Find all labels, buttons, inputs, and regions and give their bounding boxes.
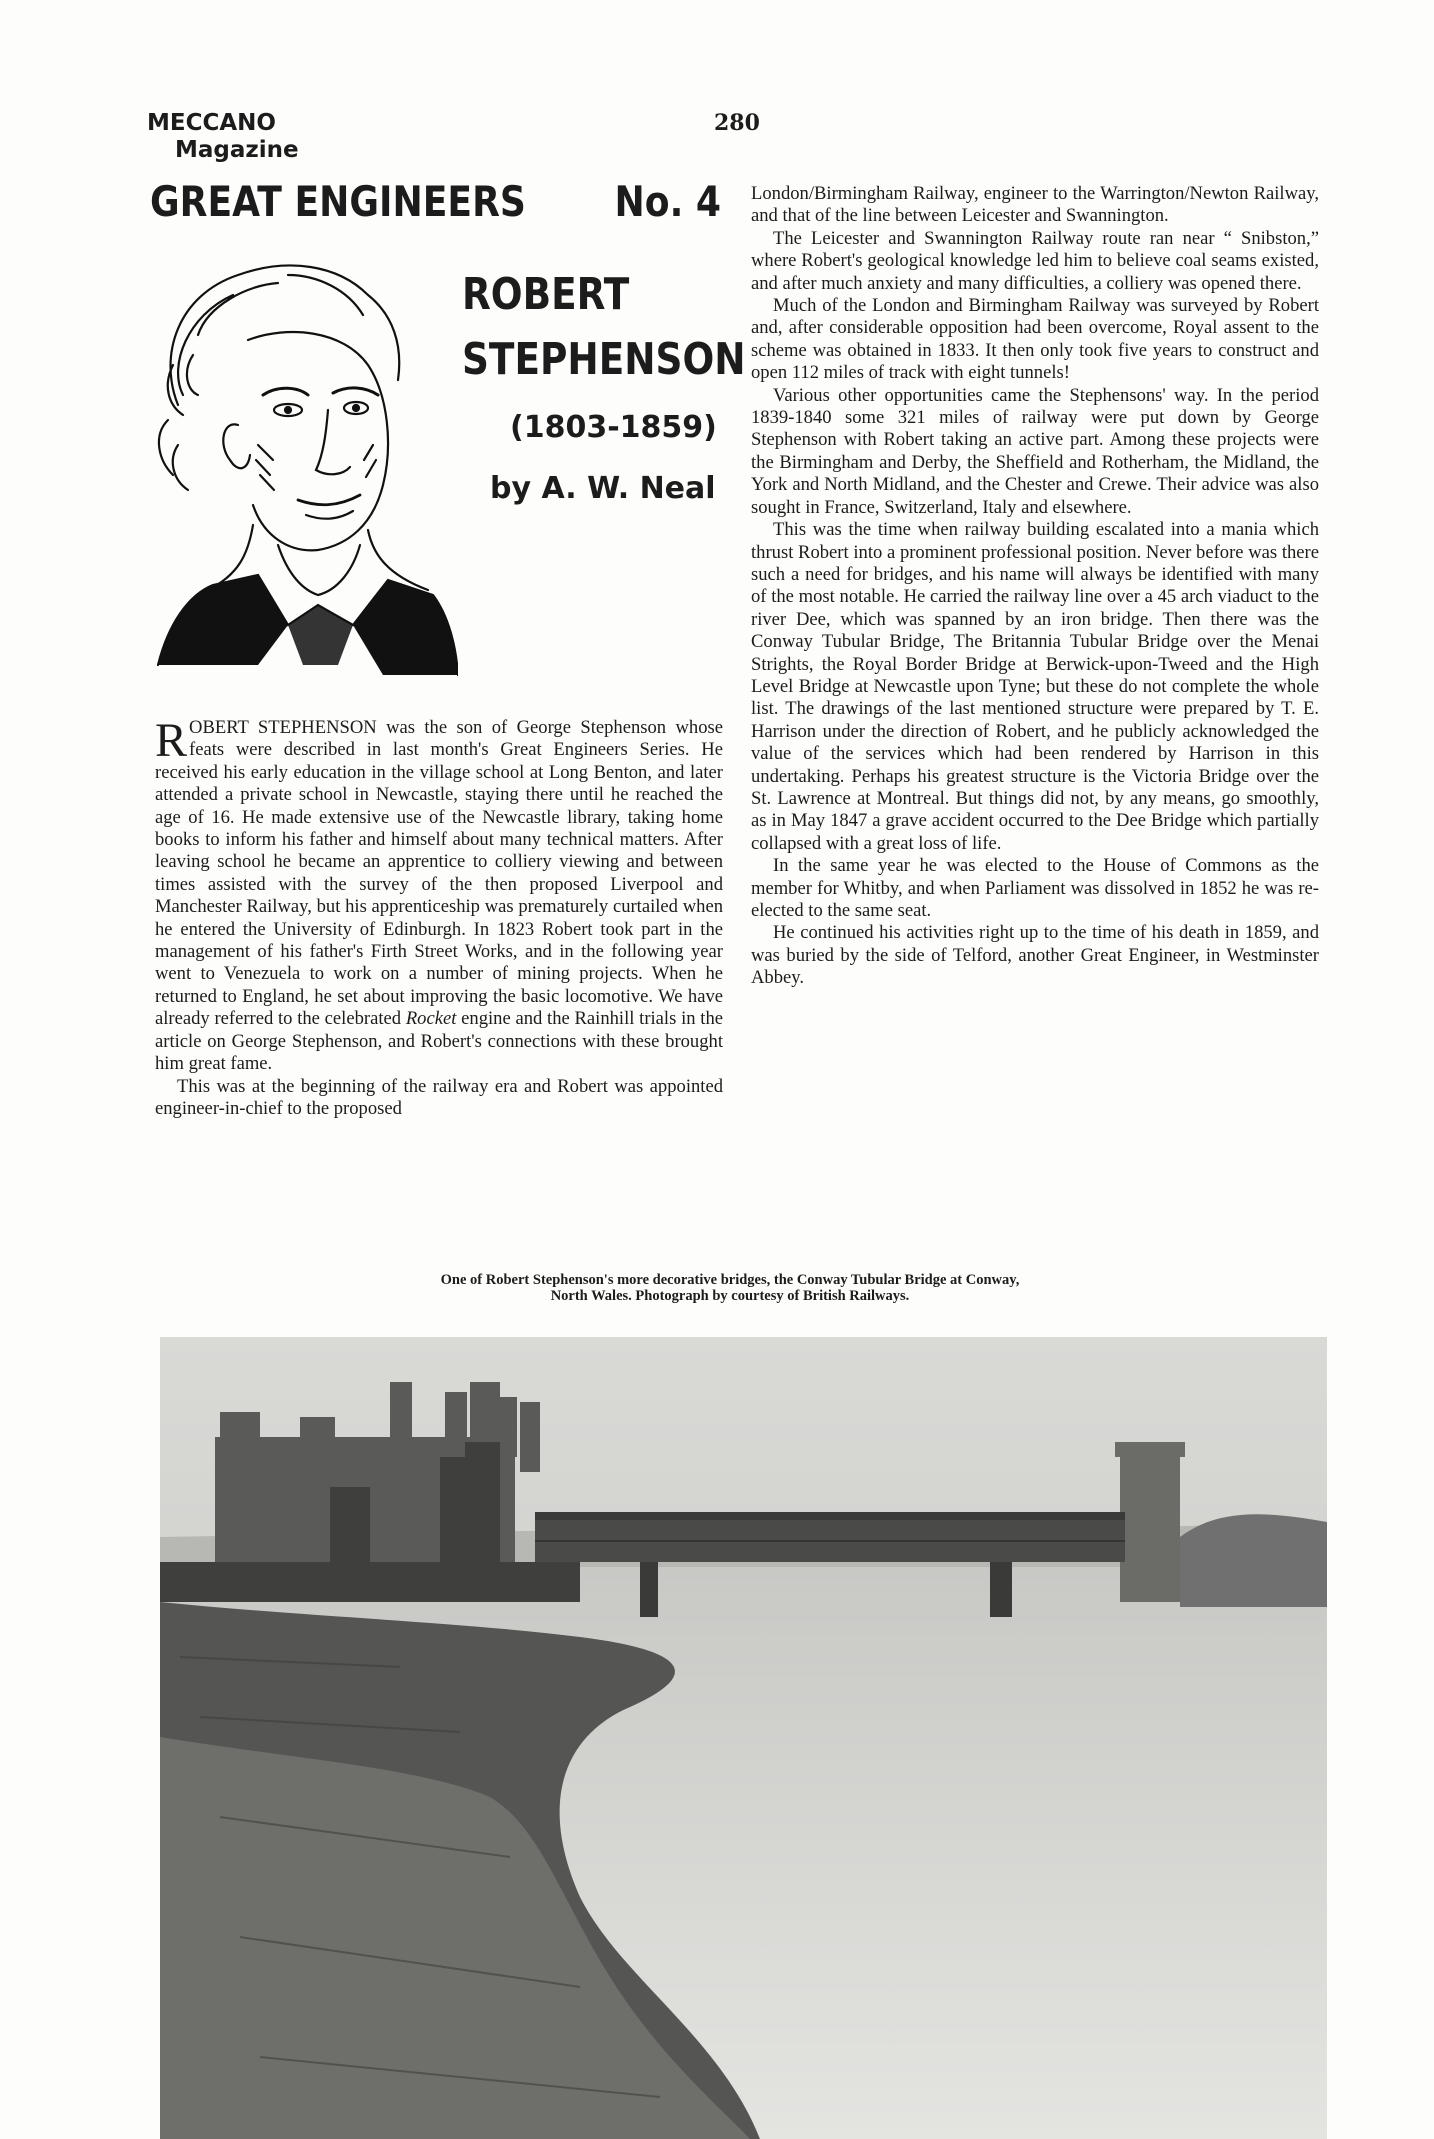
page-number: 280 [714, 110, 760, 136]
body-column-right [751, 183, 1319, 990]
series-heading [150, 177, 721, 226]
dropcap: R [155, 714, 188, 767]
body-column-left [155, 714, 723, 1120]
italic-title: Rocket [405, 1008, 457, 1030]
paragraph: This was the time when railway building escalated into a mania which thrust Robert into a prominent professional position. Never before was there such a need for bridges, and his name will always be identified with many of the most notable. He carried the railway line over a 45 arch viaduct to the river Dee, which was spanned by an iron bridge. Then there was the Conway Tubular Bridge, The Britannia Tubular Bridge over the Menai Strights, the Royal Border Bridge at Berwick-upon-Tweed and the High Level Bridge at Newcastle upon Tyne; but these do not complete the whole list. The drawings of the last mentioned structure were prepared by T. E. Harrison under the direction of Robert, and he publicly acknowledged the value of the services which had been rendered by Harrison in this undertaking. Perhaps his greatest structure is the Victoria Bridge over the St. Lawrence at Montreal. But things did not, by any means, go smoothly, as in May 1847 a grave accident occurred to the Dee Bridge which partially collapsed with a great loss of life. [751, 519, 1319, 854]
paragraph: London/Birmingham Railway, engineer to the Warrington/Newton Railway, and that of the line between Leicester and Swannington. [751, 183, 1319, 227]
masthead-subtitle: Magazine [175, 137, 299, 163]
bridge-photograph [160, 1337, 1327, 2139]
paragraph-text: engine and the Rainhill trials in the article on George Stephenson, and Robert's connections with these brought him great fame. [155, 1008, 723, 1075]
masthead-title: MECCANO [147, 110, 276, 136]
paragraph-text: OBERT STEPHENSON was the son of George Stephenson whose feats were described in last month's Great Engineers Series. He received his early education in the village school at Long Benton, and later attended a private school in Newcastle, staying there until he reached the age of 16. He made extensive use of the Newcastle library, taking home books to inform his father and himself about many technical matters. After leaving school he became an apprentice to colliery viewing and between times assisted with the survey of the then proposed Liverpool and Manchester Railway, but his apprenticeship was prematurely curtailed when he entered the University of Edinburgh. In 1823 Robert took part in the management of his father's Firth Street Works, and in the following year went to Venezuela to work on a number of mining projects. When he returned to England, he set about improving the basic locomotive. We have already referred to the celebrated [155, 717, 723, 1030]
article-byline: by A. W. Neal [490, 471, 716, 506]
series-title: GREAT ENGINEERS [150, 177, 526, 226]
portrait-illustration [138, 245, 458, 695]
paragraph [155, 714, 723, 1076]
paragraph: In the same year he was elected to the House of Commons as the member for Whitby, and when Parliament was dissolved in 1852 he was re-elected to the same seat. [751, 855, 1319, 921]
article-title-line2: STEPHENSON [462, 334, 746, 385]
photo-caption: One of Robert Stephenson's more decorative bridges, the Conway Tubular Bridge at Conway, North Wales. Photograph by courtesy of British Railways. [440, 1272, 1020, 1304]
series-number: No. 4 [614, 177, 722, 226]
paragraph: The Leicester and Swannington Railway route ran near “ Snibston,” where Robert's geological knowledge led him to believe coal seams existed, and after much anxiety and many difficulties, a colliery was opened there. [751, 227, 1319, 294]
paragraph: Various other opportunities came the Stephensons' way. In the period 1839-1840 some 321 miles of railway were put down by George Stephenson with Robert taking an active part. Among these projects were the Birmingham and Derby, the Sheffield and Rotherham, the Midland, the York and North Midland, and the Chester and Crewe. Their advice was also sought in France, Switzerland, Italy and elsewhere. [751, 384, 1319, 518]
article-title-block [462, 262, 746, 506]
masthead [147, 110, 299, 164]
article-years: (1803-1859) [510, 410, 717, 445]
paragraph: This was at the beginning of the railway era and Robert was appointed engineer-in-chief to the proposed [155, 1075, 723, 1119]
paragraph: Much of the London and Birmingham Railway was surveyed by Robert and, after considerable opposition had been overcome, Royal assent to the scheme was obtained in 1833. It then only took five years to construct and open 112 miles of track with eight tunnels! [751, 295, 1319, 384]
paragraph: He continued his activities right up to the time of his death in 1859, and was buried by the side of Telford, another Great Engineer, in Westminster Abbey. [751, 922, 1319, 989]
article-title-line1: ROBERT [462, 269, 630, 320]
